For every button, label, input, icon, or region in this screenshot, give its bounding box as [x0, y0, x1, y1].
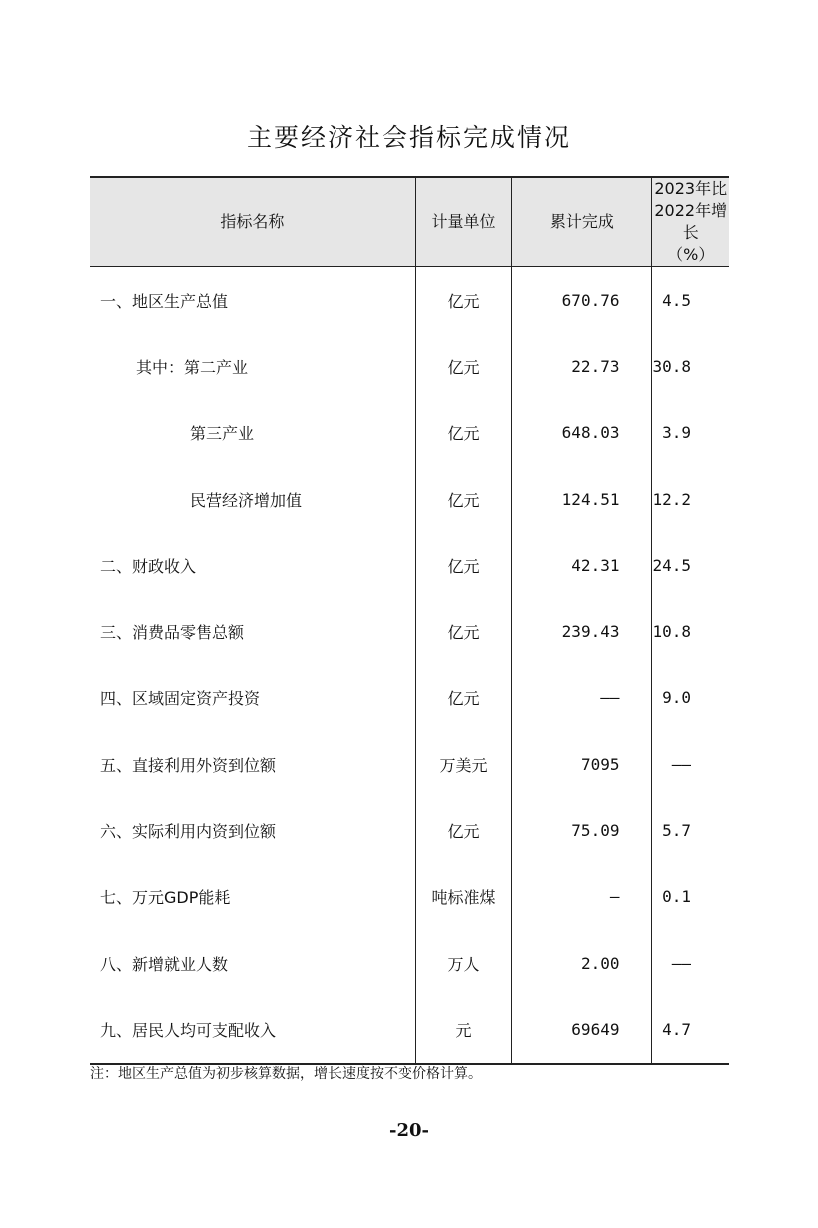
table-row — [90, 267, 729, 334]
indicator-name: 九、居民人均可支配收入 — [100, 1020, 277, 1040]
cumulative-value: 75.09 — [512, 797, 652, 863]
cumulative-value: —— — [512, 665, 652, 731]
unit: 元 — [415, 996, 511, 1063]
table-row — [90, 598, 729, 664]
growth-rate: 4.5 — [652, 267, 729, 334]
header-indicator-name: 指标名称 — [90, 177, 415, 267]
cumulative-value: 69649 — [512, 996, 652, 1063]
unit: 亿元 — [415, 267, 511, 334]
unit: 亿元 — [415, 598, 511, 664]
indicator-name: 民营经济增加值 — [190, 490, 303, 510]
growth-rate: —— — [652, 930, 729, 996]
header-unit: 计量单位 — [415, 177, 511, 267]
page-number: -20- — [389, 1120, 429, 1141]
cumulative-value: 670.76 — [512, 267, 652, 334]
cumulative-value: 7095 — [512, 731, 652, 797]
table-row — [90, 532, 729, 598]
growth-rate: 10.8 — [652, 598, 729, 664]
unit: 万人 — [415, 930, 511, 996]
header-growth-line1: 2023年比 — [654, 179, 728, 198]
cumulative-value: 124.51 — [512, 466, 652, 532]
table-row — [90, 797, 729, 863]
unit: 亿元 — [415, 532, 511, 598]
growth-rate: 0.1 — [652, 864, 729, 930]
header-growth-line3: （%） — [667, 245, 715, 264]
unit: 亿元 — [415, 400, 511, 466]
indicator-name: 二、财政收入 — [100, 556, 197, 576]
unit: 亿元 — [415, 797, 511, 863]
header-cumulative: 累计完成 — [512, 177, 652, 267]
indicator-name: 五、直接利用外资到位额 — [100, 755, 277, 775]
cumulative-value: — — [512, 864, 652, 930]
cumulative-value: 22.73 — [512, 333, 652, 399]
indicator-name: 三、消费品零售总额 — [100, 623, 245, 643]
table-row — [90, 466, 729, 532]
growth-rate: 5.7 — [652, 797, 729, 863]
unit: 吨标准煤 — [415, 864, 511, 930]
table-row — [90, 731, 729, 797]
unit: 亿元 — [415, 466, 511, 532]
growth-rate: —— — [652, 731, 729, 797]
indicator-name: 一、地区生产总值 — [100, 291, 229, 311]
indicator-name: 第三产业 — [190, 424, 255, 444]
growth-rate: 9.0 — [652, 665, 729, 731]
indicators-table — [90, 176, 729, 1065]
header-growth — [652, 177, 729, 267]
growth-rate: 30.8 — [652, 333, 729, 399]
table-row — [90, 665, 729, 731]
growth-rate: 24.5 — [652, 532, 729, 598]
indicator-name: 其中：第二产业 — [136, 357, 249, 377]
header-growth-line2: 2022年增长 — [654, 201, 728, 242]
table-row — [90, 333, 729, 399]
page-title: 主要经济社会指标完成情况 — [246, 123, 571, 152]
unit: 万美元 — [415, 731, 511, 797]
growth-rate: 3.9 — [652, 400, 729, 466]
growth-rate: 12.2 — [652, 466, 729, 532]
table-header-row — [90, 177, 729, 267]
footnote: 注：地区生产总值为初步核算数据，增长速度按不变价格计算。 — [90, 1066, 482, 1082]
table-row — [90, 930, 729, 996]
cumulative-value: 2.00 — [512, 930, 652, 996]
table-row — [90, 400, 729, 466]
cumulative-value: 648.03 — [512, 400, 652, 466]
unit: 亿元 — [415, 333, 511, 399]
table-row — [90, 864, 729, 930]
indicator-name: 七、万元GDP能耗 — [100, 888, 231, 908]
cumulative-value: 239.43 — [512, 598, 652, 664]
indicator-name: 四、区域固定资产投资 — [100, 689, 261, 709]
unit: 亿元 — [415, 665, 511, 731]
cumulative-value: 42.31 — [512, 532, 652, 598]
table-row — [90, 996, 729, 1063]
indicator-name: 六、实际利用内资到位额 — [100, 822, 277, 842]
indicator-name: 八、新增就业人数 — [100, 954, 229, 974]
growth-rate: 4.7 — [652, 996, 729, 1063]
